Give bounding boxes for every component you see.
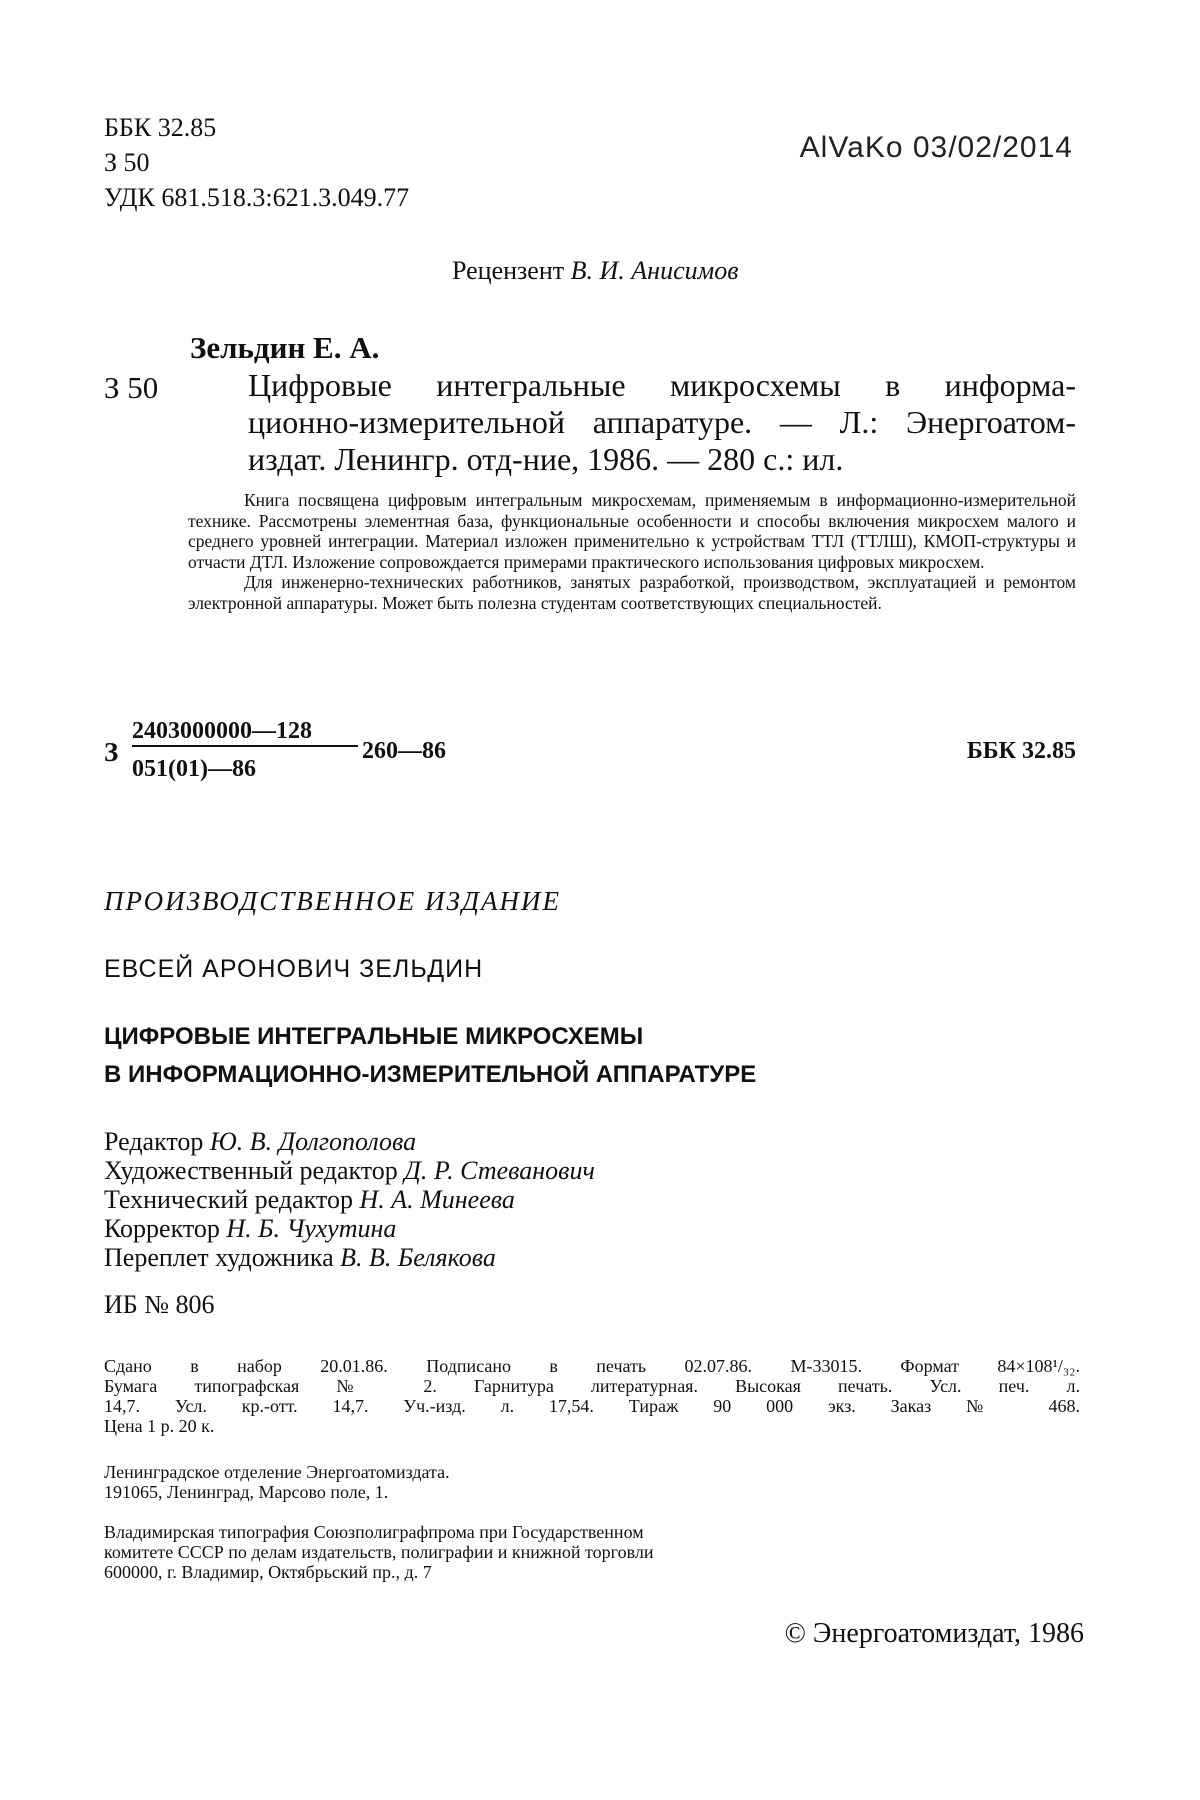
imprint-line: Цена 1 р. 20 к. [104, 1416, 215, 1436]
credit-person: Ю. В. Долгополова [209, 1127, 417, 1156]
credit-line [104, 1185, 595, 1214]
author-heading: Зельдин Е. А. [190, 330, 380, 365]
reviewer-line [452, 256, 738, 286]
reviewer-name: В. И. Анисимов [570, 256, 739, 285]
credit-role: Художественный редактор [104, 1156, 398, 1185]
publisher-line: Ленинградское отделение Энергоатомиздата. [104, 1462, 450, 1482]
publisher-line: 191065, Ленинград, Марсово поле, 1. [104, 1482, 389, 1502]
reviewer-label: Рецензент [452, 256, 565, 285]
title-line: ционно-измерительной аппаратуре. — Л.: Энергоатом- [248, 404, 1076, 440]
book-title-line: ЦИФРОВЫЕ ИНТЕГРАЛЬНЫЕ МИКРОСХЕМЫ [104, 1023, 644, 1050]
printer-address [104, 1522, 654, 1582]
abstract-paragraph: Книга посвящена цифровым интегральным микросхемам, применяемым в информационно-измерительной технике. Рассмотрены элементная база, функциональные особенности и способы включения микросхем малого и среднего уровней интеграции. Материал изложен применительно к устройствам ТТЛ (ТТЛШ), КМОП-структуры и отчасти ДТЛ. Изложение сопровождается примерами практического использования цифровых микросхем. [188, 490, 1076, 572]
catalog-code: З 50 [104, 370, 159, 405]
credit-line [104, 1156, 595, 1185]
abstract-paragraph: Для инженерно-технических работников, занятых разработкой, производством, эксплуатацией и ремонтом электронной аппаратуры. Может быть полезна студентам соответствующих специальностей. [188, 572, 1076, 613]
credit-person: В. В. Белякова [340, 1243, 496, 1272]
classification-codes [104, 110, 409, 215]
book-title [104, 1018, 756, 1094]
credit-person: Д. Р. Стеванович [404, 1156, 595, 1185]
credit-role: Технический редактор [104, 1185, 353, 1214]
imprint-line: Сдано в набор 20.01.86. Подписано в печать 02.07.86. М-33015. Формат 84×108¹/₃₂. [104, 1356, 1080, 1376]
credit-person: Н. Б. Чухутина [226, 1214, 397, 1243]
printer-line: комитете СССР по делам издательств, полиграфии и книжной торговли [104, 1542, 654, 1562]
index-bbk: ББК 32.85 [966, 738, 1076, 764]
udk-code: УДК 681.518.3:621.3.049.77 [104, 183, 410, 212]
credit-line [104, 1214, 595, 1243]
title-line: издат. Ленингр. отд-ние, 1986. — 280 с.: ил. [248, 441, 844, 477]
production-edition-label: ПРОИЗВОДСТВЕННОЕ ИЗДАНИЕ [104, 886, 562, 916]
copyright-notice: © Энергоатомиздат, 1986 [784, 1618, 1084, 1649]
index-denominator: 051(01)—86 [132, 756, 256, 782]
credit-role: Корректор [104, 1214, 220, 1243]
book-title-line: В ИНФОРМАЦИОННО-ИЗМЕРИТЕЛЬНОЙ АППАРАТУРЕ [104, 1061, 757, 1088]
author-mark-code: З 50 [104, 148, 150, 177]
credit-person: Н. А. Минеева [359, 1185, 515, 1214]
credits-list [104, 1127, 595, 1272]
imprint-line: 14,7. Усл. кр.-отт. 14,7. Уч.-изд. л. 17,54. Тираж 90 000 экз. Заказ № 468. [104, 1396, 1080, 1416]
credit-role: Редактор [104, 1127, 204, 1156]
imprint-line: Бумага типографская № 2. Гарнитура литературная. Высокая печать. Усл. печ. л. [104, 1376, 1080, 1396]
publisher-address [104, 1462, 450, 1502]
credit-role: Переплет художника [104, 1243, 334, 1272]
title-line: Цифровые интегральные микросхемы в информа- [248, 367, 1076, 403]
scan-watermark: AlVaKo 03/02/2014 [799, 131, 1073, 164]
bbk-code: ББК 32.85 [104, 113, 217, 142]
ib-number: ИБ № 806 [104, 1290, 215, 1319]
index-numerator: 2403000000—128 [132, 718, 358, 747]
author-full-name: ЕВСЕЙ АРОНОВИЧ ЗЕЛЬДИН [104, 955, 484, 983]
index-prefix: З [104, 737, 119, 767]
credit-line [104, 1243, 595, 1272]
abstract [188, 490, 1076, 613]
printer-line: 600000, г. Владимир, Октябрьский пр., д. 7 [104, 1562, 432, 1582]
index-tail: 260—86 [362, 738, 446, 764]
credit-line [104, 1127, 595, 1156]
imprint-details [104, 1356, 1080, 1436]
printer-line: Владимирская типография Союзполиграфпрома при Государственном [104, 1522, 644, 1542]
bibliographic-title [248, 367, 1076, 478]
